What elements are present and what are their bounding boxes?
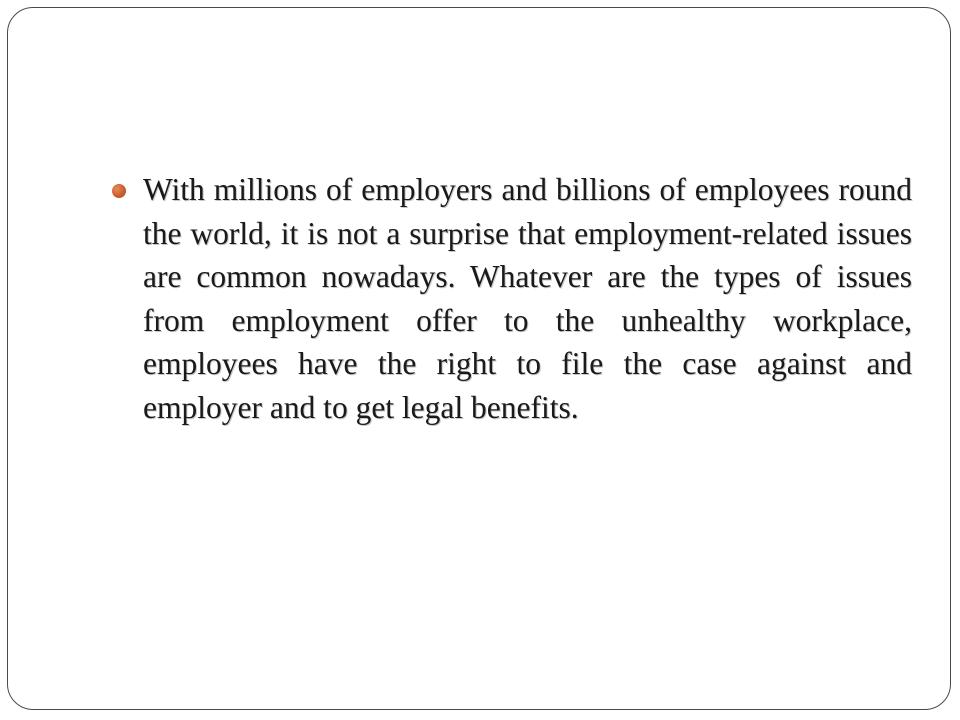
bullet-text: With millions of employers and billions of employees round the world, it is not a surprise that employment-related issues are common nowadays. Whatever are the types of issues from employment offer to the unhealthy workplace, employees have the right to file the case against and employer and to get legal benefits. (143, 172, 912, 425)
slide-frame (7, 7, 951, 710)
bullet-dot-icon (112, 184, 126, 198)
